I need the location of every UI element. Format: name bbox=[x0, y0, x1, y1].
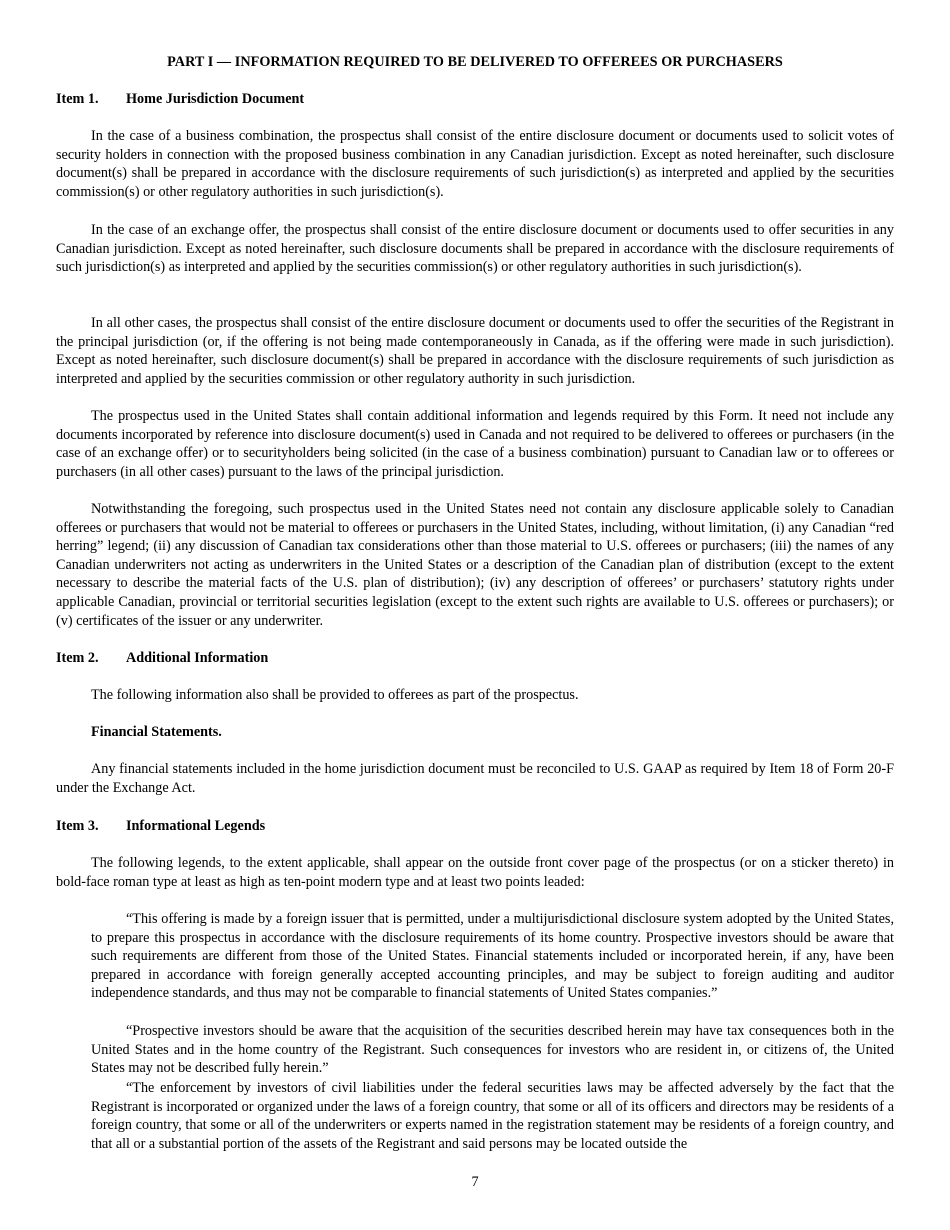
legend-quote: “The enforcement by investors of civil liabilities under the federal securities laws may be affected adversely by the fact that the Registrant is incorporated or organized under the laws of a foreign country, that some or all of its officers and directors may be residents of a foreign country, that some or all of the underwriters or experts named in the registration statement may be residents of a foreign country, and that all or a substantial portion of the assets of the Registrant and said persons may be located outside the bbox=[91, 1080, 894, 1152]
item-3-title: Informational Legends bbox=[126, 818, 266, 834]
item-1-title: Home Jurisdiction Document bbox=[126, 91, 305, 107]
item-1-paragraph: In the case of an exchange offer, the prospectus shall consist of the entire disclosure document or documents used to offer securities in any Canadian jurisdiction. Except as noted hereinafter, such disclosure documents shall be prepared in accordance with the disclosure requirements of such jurisdiction(s) as interpreted and applied by the securities commission(s) or other regulatory authorities in such jurisdiction(s). bbox=[56, 222, 894, 276]
legend-quote: “Prospective investors should be aware that the acquisition of the securities described herein may have tax consequences both in the United States and in the home country of the Registrant. Such consequences for investors who are resident in, or citizens of, the United States may not be described fully herein.” bbox=[91, 1023, 894, 1077]
item-1-paragraph: In all other cases, the prospectus shall consist of the entire disclosure document or documents used to offer the securities of the Registrant in the principal jurisdiction (or, if the offering is not being made contemporaneously in Canada, as if the offering were made in such jurisdiction). Except as noted hereinafter, such disclosure document(s) shall be prepared in accordance with the disclosure requirements of such jurisdiction as interpreted and applied by the securities commission or other regulatory authority in such jurisdiction. bbox=[56, 315, 894, 387]
item-1-number: Item 1. bbox=[56, 91, 99, 107]
item-3-number: Item 3. bbox=[56, 818, 99, 834]
item-2-number: Item 2. bbox=[56, 650, 99, 666]
item-2-intro: The following information also shall be provided to offerees as part of the prospectus. bbox=[91, 687, 579, 703]
item-1-heading bbox=[56, 90, 304, 109]
item-2-body: Any financial statements included in the home jurisdiction document must be reconciled to U.S. GAAP as required by Item 18 of Form 20-F under the Exchange Act. bbox=[56, 761, 894, 796]
page-number: 7 bbox=[471, 1174, 479, 1190]
item-1-paragraph: The prospectus used in the United States shall contain additional information and legends required by this Form. It need not include any documents incorporated by reference into disclosure document(s) used in Canada and not required to be delivered to offerees or purchasers (in the case of an exchange offer) or to securityholders being solicited (in the case of a business combination) pursuant to Canadian law or to offerees or purchasers (in all other cases) pursuant to the laws of the principal jurisdiction. bbox=[56, 408, 894, 480]
item-1-paragraph: In the case of a business combination, the prospectus shall consist of the entire disclosure document or documents used to solicit votes of security holders in connection with the proposed business combination in any Canadian jurisdiction. Except as noted hereinafter, such disclosure document(s) shall be prepared in accordance with the disclosure requirements of such jurisdiction(s) as interpreted and applied by the securities commission(s) or other regulatory authorities in such jurisdiction(s). bbox=[56, 128, 894, 200]
item-3-intro: The following legends, to the extent applicable, shall appear on the outside front cover page of the prospectus (or on a sticker thereto) in bold-face roman type at least as high as ten-point modern type and at least two points leaded: bbox=[56, 855, 894, 890]
part-heading: PART I — INFORMATION REQUIRED TO BE DELIVERED TO OFFEREES OR PURCHASERS bbox=[167, 54, 783, 70]
item-3-heading bbox=[56, 817, 265, 836]
item-1-paragraph: Notwithstanding the foregoing, such prospectus used in the United States need not contain any disclosure applicable solely to Canadian offerees or purchasers that would not be material to offerees or purchasers in the United States, including, without limitation, (i) any Canadian “red herring” legend; (ii) any discussion of Canadian tax considerations other than those material to U.S. offerees or purchasers; (iii) the names of any Canadian underwriters not acting as underwriters in the United States or a description of the Canadian plan of distribution (except to the extent necessary to describe the material facts of the U.S. plan of distribution); (iv) any description of offerees’ or purchasers’ statutory rights under applicable Canadian, provincial or territorial securities legislation (except to the extent such rights are available to U.S. offerees or purchasers); or (v) certificates of the issuer or any underwriter. bbox=[56, 501, 894, 629]
financial-statements-subheading: Financial Statements. bbox=[91, 724, 222, 740]
item-2-heading bbox=[56, 649, 268, 668]
item-2-title: Additional Information bbox=[126, 650, 269, 666]
legend-quote: “This offering is made by a foreign issuer that is permitted, under a multijurisdictional disclosure system adopted by the United States, to prepare this prospectus in accordance with the disclosure requirements of its home country. Prospective investors should be aware that such requirements are different from those of the United States. Financial statements included or incorporated herein, if any, have been prepared in accordance with foreign generally accepted accounting principles, and may be subject to foreign auditing and auditor independence standards, and thus may not be comparable to financial statements of United States companies.” bbox=[91, 911, 894, 1002]
